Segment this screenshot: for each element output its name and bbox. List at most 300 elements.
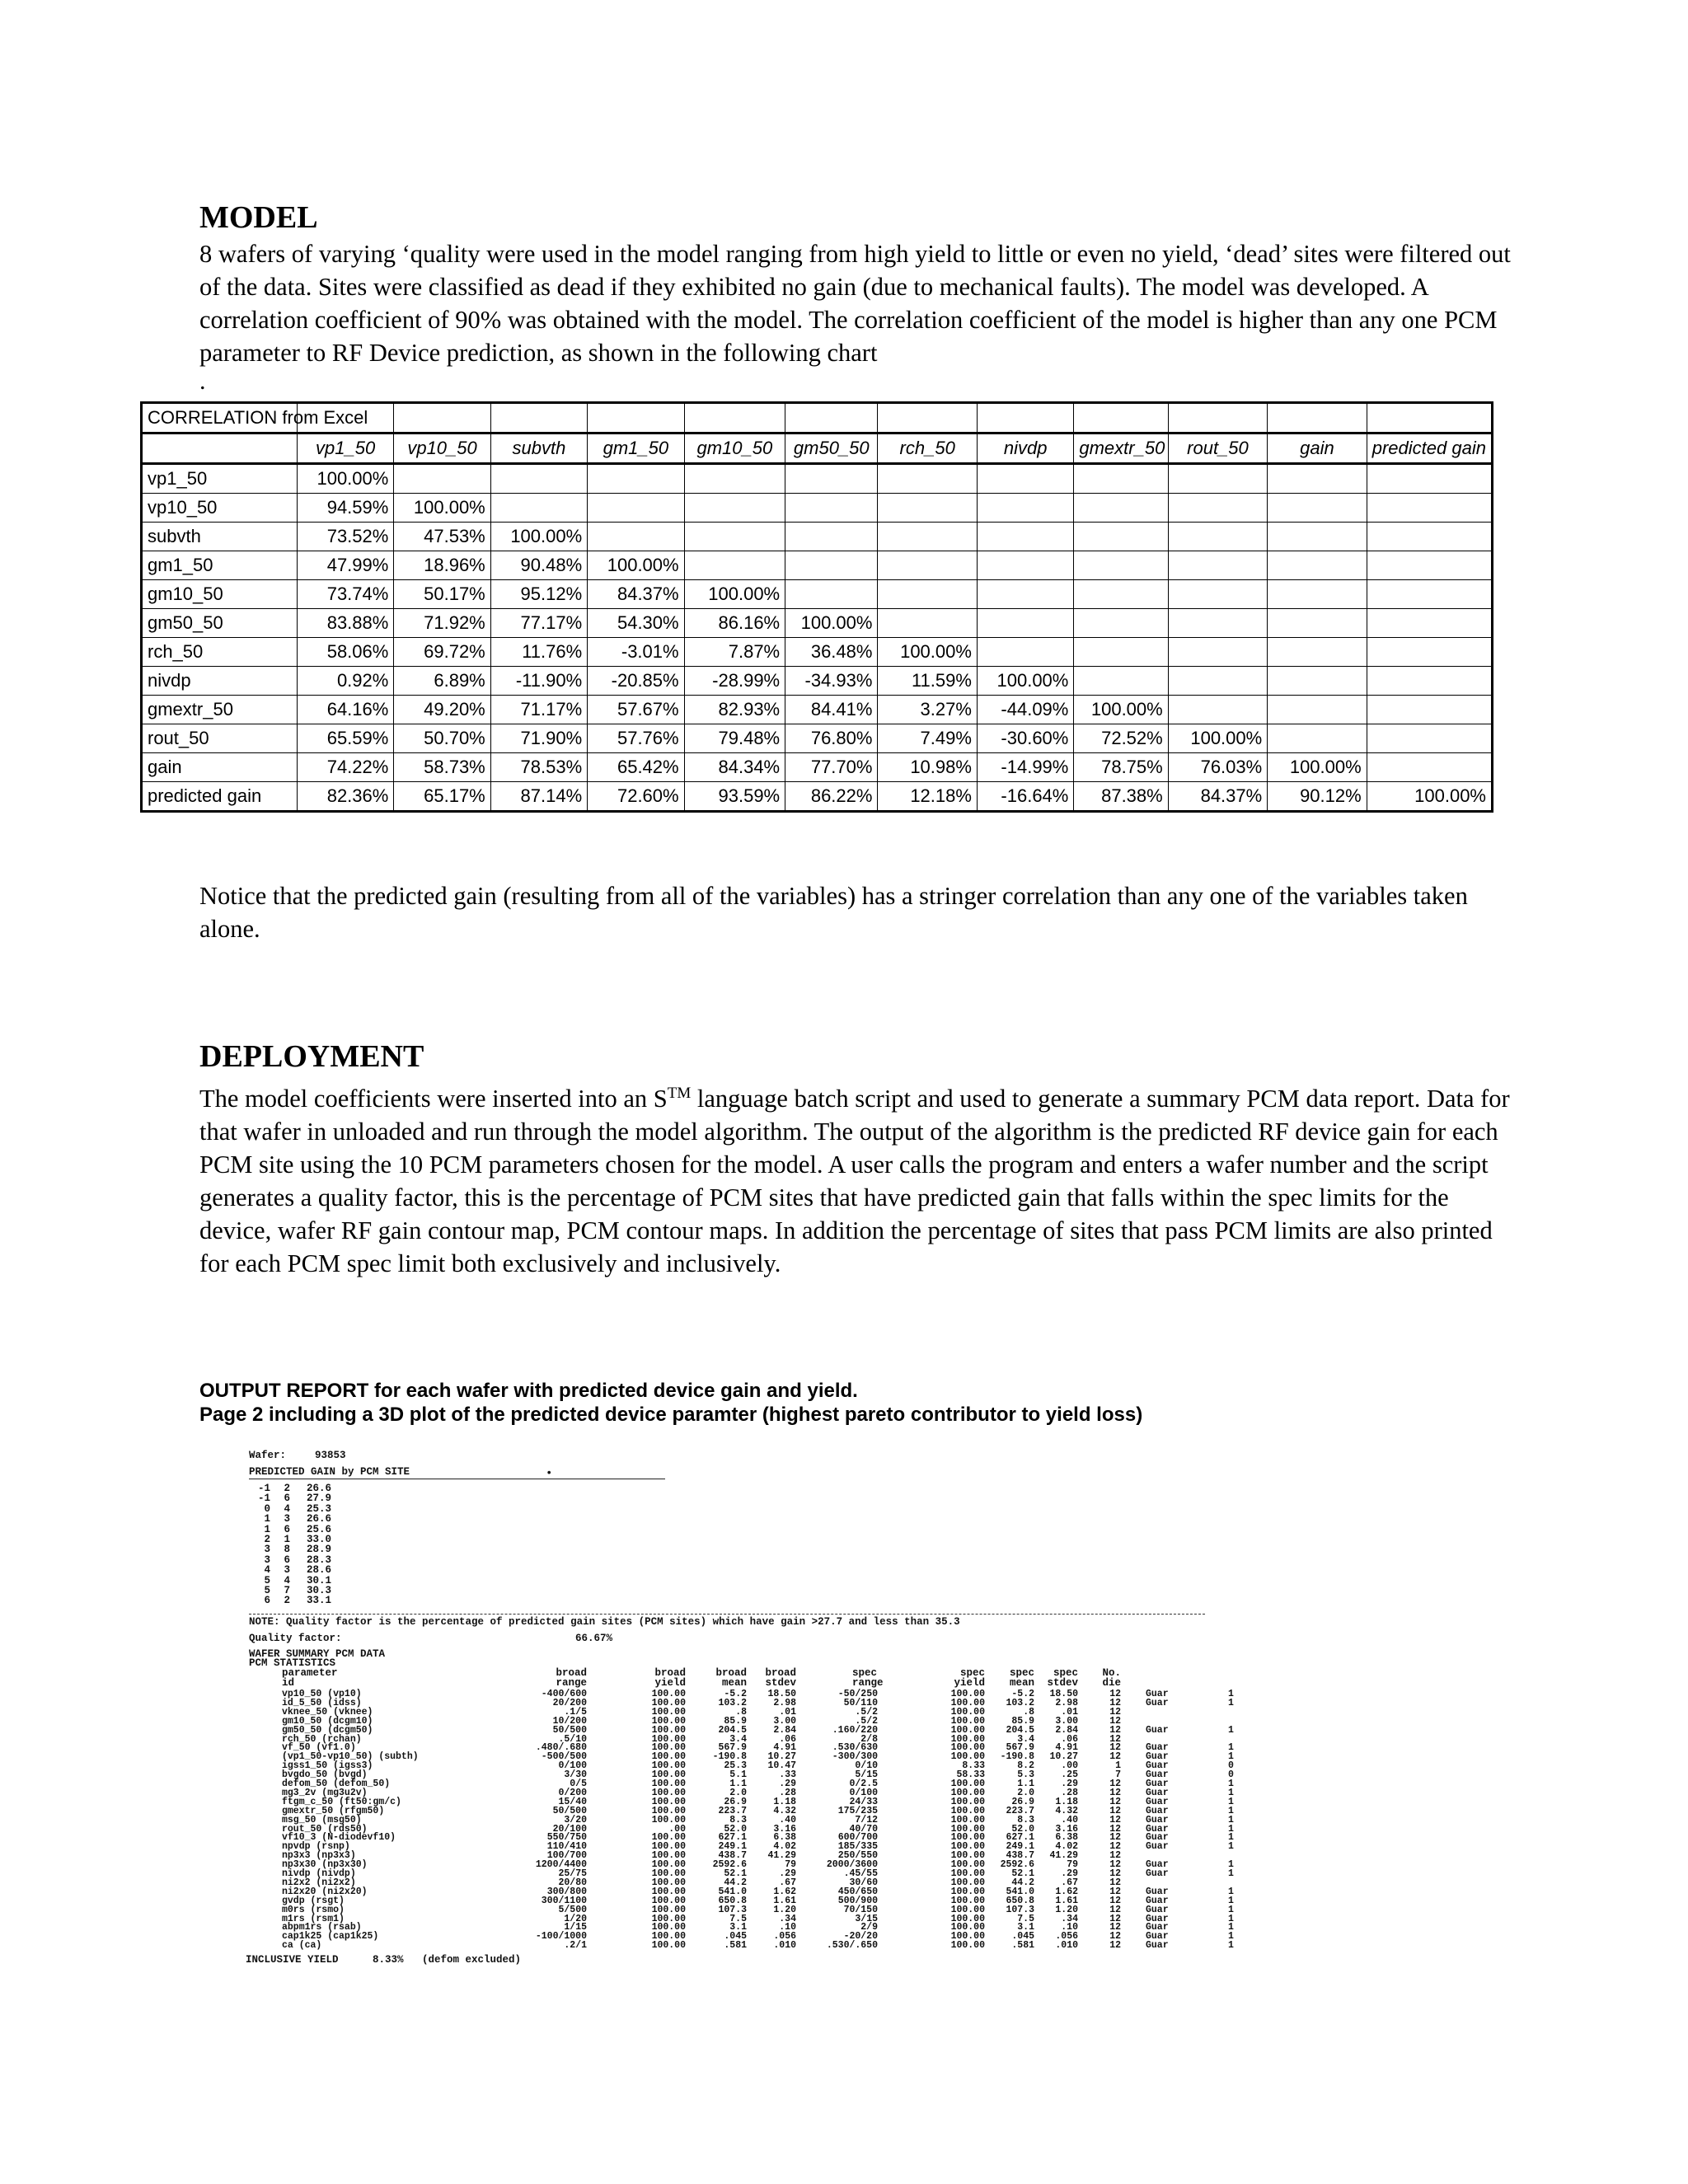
stat-srange: 7/12 (855, 1814, 878, 1825)
empty-cell (588, 403, 684, 434)
stat-srange: 30/60 (849, 1877, 878, 1888)
empty-cell (1074, 494, 1168, 523)
correlation-value: 83.88% (297, 609, 393, 638)
stat-flag: 1 (1228, 1814, 1234, 1825)
table-row (142, 609, 1493, 638)
stat-yield: 100.00 (651, 1715, 686, 1727)
stat-stdev: 10.47 (767, 1760, 796, 1772)
stat-guar: Guar (1146, 1787, 1169, 1798)
stat-smean: 44.2 (1011, 1877, 1034, 1888)
wafer-label: Wafer: (249, 1450, 287, 1461)
stat-no: 12 (1109, 1832, 1121, 1844)
stat-no: 12 (1109, 1895, 1121, 1906)
empty-cell (1268, 580, 1367, 609)
stat-sstdev: .29 (1061, 1868, 1078, 1879)
stat-range: 20/100 (552, 1823, 587, 1835)
stat-sstdev: 6.38 (1055, 1832, 1078, 1844)
correlation-value: -44.09% (977, 696, 1073, 724)
stat-yield: 100.00 (651, 1814, 686, 1825)
empty-cell (1268, 494, 1367, 523)
stat-srange: .5/2 (855, 1715, 878, 1727)
stat-srange: 450/650 (837, 1886, 878, 1897)
stat-sstdev: 1.61 (1055, 1895, 1078, 1906)
stat-mean: -5.2 (724, 1689, 747, 1699)
correlation-value: 64.16% (297, 696, 393, 724)
stat-syield: 100.00 (950, 1733, 985, 1745)
stat-yield: 100.00 (651, 1931, 686, 1943)
stat-flag: 1 (1228, 1796, 1234, 1807)
empty-cell (977, 403, 1073, 434)
table-row (142, 753, 1493, 782)
correlation-value: 84.37% (1168, 782, 1267, 812)
stat-smean: .8 (1023, 1706, 1034, 1718)
stat-mean: 438.7 (718, 1850, 747, 1862)
stat-stdev: 18.50 (767, 1689, 796, 1699)
stat-range: 100/700 (546, 1850, 587, 1862)
stat-sstdev: 79 (1067, 1859, 1078, 1871)
stat-range: 1200/4400 (535, 1859, 587, 1871)
column-header: gm10_50 (684, 434, 785, 464)
empty-cell (977, 609, 1073, 638)
stat-mean: 85.9 (724, 1715, 747, 1727)
stat-smean: -5.2 (1011, 1689, 1034, 1699)
stat-flag: 1 (1228, 1859, 1234, 1871)
stat-stdev: 3.16 (773, 1823, 796, 1835)
stat-syield: 100.00 (950, 1796, 985, 1807)
empty-cell (785, 580, 878, 609)
stat-range: 0/5 (570, 1779, 587, 1789)
stat-id: rout_50 (rds50) (282, 1823, 368, 1835)
quality-factor-value: 66.67% (575, 1633, 613, 1644)
site-x: 4 (264, 1564, 270, 1577)
stat-syield: 100.00 (950, 1715, 985, 1727)
stat-id: bvgdo_50 (bvgd) (282, 1769, 368, 1781)
site-y: 7 (284, 1585, 290, 1596)
column-header: nivdp (977, 434, 1073, 464)
correlation-value: 79.48% (684, 724, 785, 753)
empty-cell (1367, 494, 1492, 523)
empty-cell (1168, 494, 1267, 523)
stat-flag: 1 (1228, 1823, 1234, 1835)
empty-cell (684, 551, 785, 580)
stat-srange: 0/100 (849, 1787, 878, 1798)
site-y: 2 (284, 1483, 290, 1494)
stat-id: ca (ca) (282, 1940, 322, 1952)
stat-flag: 1 (1228, 1931, 1234, 1943)
stat-yield: 100.00 (651, 1940, 686, 1952)
stat-range: -400/600 (541, 1689, 587, 1699)
stat-range: 5/500 (558, 1904, 587, 1915)
correlation-value: 49.20% (394, 696, 490, 724)
stats-header-stdev2: stdev (765, 1677, 796, 1689)
stat-syield: 100.00 (950, 1859, 985, 1871)
stat-syield: 100.00 (950, 1814, 985, 1825)
row-label: predicted gain (142, 782, 298, 812)
stat-id: vknee_50 (vknee) (282, 1706, 373, 1718)
stat-stdev: 1.20 (773, 1904, 796, 1915)
stat-srange: 70/150 (843, 1904, 878, 1915)
correlation-value: 76.80% (785, 724, 878, 753)
empty-cell (1074, 403, 1168, 434)
stat-yield: 100.00 (651, 1895, 686, 1906)
empty-cell (1268, 696, 1367, 724)
empty-cell (588, 494, 684, 523)
empty-cell (394, 464, 490, 494)
site-y: 4 (284, 1502, 290, 1515)
empty-cell (977, 638, 1073, 667)
stats-header-stdev1: broad (765, 1667, 796, 1679)
stat-range: .1/5 (564, 1706, 587, 1718)
site-x: 5 (264, 1585, 270, 1596)
stat-no: 12 (1109, 1697, 1121, 1708)
stat-yield: 100.00 (651, 1706, 686, 1718)
stat-srange: -20/20 (843, 1931, 878, 1943)
column-header: rout_50 (1168, 434, 1267, 464)
correlation-value: 50.70% (394, 724, 490, 753)
stat-mean: 627.1 (718, 1832, 747, 1844)
empty-cell (1074, 523, 1168, 551)
stat-id: ftgm_c_50 (ft50:gm/c) (282, 1796, 401, 1807)
model-heading: MODEL (199, 200, 318, 235)
stat-stdev: 4.02 (773, 1841, 796, 1853)
empty-cell (977, 523, 1073, 551)
stat-smean: .581 (1011, 1940, 1034, 1952)
stat-yield: 100.00 (651, 1779, 686, 1789)
site-gain: 30.3 (307, 1585, 332, 1596)
correlation-value: 3.27% (878, 696, 977, 724)
stat-flag: 1 (1228, 1697, 1234, 1708)
stat-guar: Guar (1146, 1895, 1169, 1906)
stat-smean: 103.2 (1006, 1697, 1034, 1708)
stat-yield: 100.00 (651, 1913, 686, 1924)
stat-guar: Guar (1146, 1724, 1169, 1736)
correlation-value: 94.59% (297, 494, 393, 523)
stat-sstdev: 1.20 (1055, 1904, 1078, 1915)
site-gain: 26.6 (307, 1483, 332, 1494)
column-header: vp10_50 (394, 434, 490, 464)
correlation-value: 57.67% (588, 696, 684, 724)
correlation-value: 100.00% (297, 464, 393, 494)
stat-syield: 100.00 (950, 1832, 985, 1844)
stat-id: msg_50 (msg50) (282, 1814, 362, 1825)
empty-cell (1074, 667, 1168, 696)
correlation-value: 69.72% (394, 638, 490, 667)
empty-cell (1367, 638, 1492, 667)
stat-srange: 40/70 (849, 1823, 878, 1835)
empty-cell (1367, 464, 1492, 494)
stat-id: ni2x20 (ni2x20) (282, 1886, 368, 1897)
site-x: -1 (257, 1493, 270, 1505)
empty-cell (1074, 580, 1168, 609)
stat-yield: .00 (668, 1823, 686, 1835)
correlation-value: 82.36% (297, 782, 393, 812)
empty-cell (1268, 464, 1367, 494)
stat-smean: 107.3 (1006, 1904, 1034, 1915)
wafer-number: 93853 (315, 1450, 346, 1461)
stat-mean: 541.0 (718, 1886, 747, 1897)
stat-stdev: .056 (773, 1931, 796, 1943)
stat-stdev: 6.38 (773, 1832, 796, 1844)
table-row (142, 782, 1493, 812)
stat-flag: 1 (1228, 1742, 1234, 1754)
stat-stdev: 1.18 (773, 1796, 796, 1807)
stat-syield: 100.00 (950, 1850, 985, 1862)
stat-stdev: .28 (779, 1787, 796, 1798)
stat-syield: 100.00 (950, 1895, 985, 1906)
stat-sstdev: .34 (1061, 1913, 1078, 1924)
stat-range: 0/200 (558, 1787, 587, 1798)
stat-range: 50/500 (552, 1805, 587, 1816)
empty-cell (1074, 638, 1168, 667)
correlation-value: 86.16% (684, 609, 785, 638)
stat-mean: 567.9 (718, 1742, 747, 1754)
empty-cell (1367, 696, 1492, 724)
stat-mean: 3.4 (729, 1733, 747, 1745)
stat-range: 20/200 (552, 1697, 587, 1708)
stat-srange: 0/2.5 (849, 1779, 878, 1789)
stat-range: .480/.680 (535, 1742, 587, 1754)
stat-id: defom_50 (defom_50) (282, 1779, 391, 1789)
stat-stdev: 41.29 (767, 1850, 796, 1862)
stat-guar: Guar (1146, 1913, 1169, 1924)
stat-no: 12 (1109, 1913, 1121, 1924)
stat-yield: 100.00 (651, 1868, 686, 1879)
empty-cell (1168, 638, 1267, 667)
correlation-value: 100.00% (1367, 782, 1492, 812)
stat-syield: 100.00 (950, 1724, 985, 1736)
stat-sstdev: .10 (1061, 1922, 1078, 1933)
stat-flag: 0 (1228, 1769, 1234, 1781)
empty-cell (1367, 523, 1492, 551)
stat-mean: -190.8 (712, 1751, 747, 1763)
stat-id: gmextr_50 (rfgm50) (282, 1805, 385, 1816)
stat-id: rch_50 (rchan) (282, 1733, 362, 1745)
stat-smean: 650.8 (1006, 1895, 1034, 1906)
site-y: 1 (284, 1534, 290, 1545)
correlation-value: 84.41% (785, 696, 878, 724)
empty-cell (785, 464, 878, 494)
stat-no: 12 (1109, 1796, 1121, 1807)
stat-stdev: .01 (779, 1706, 796, 1718)
stat-mean: 25.3 (724, 1760, 747, 1772)
stat-guar: Guar (1146, 1814, 1169, 1825)
stat-mean: 8.3 (729, 1814, 747, 1825)
site-x: 3 (264, 1554, 270, 1566)
stat-syield: 100.00 (950, 1940, 985, 1952)
stat-sstdev: 3.00 (1055, 1715, 1078, 1727)
correlation-value: 50.17% (394, 580, 490, 609)
stat-syield: 100.00 (950, 1931, 985, 1943)
stat-id: vf10_3 (N-diodevf10) (282, 1832, 396, 1844)
stat-syield: 58.33 (956, 1769, 985, 1781)
correlation-value: 58.06% (297, 638, 393, 667)
stat-flag: 1 (1228, 1940, 1234, 1952)
correlation-value: -20.85% (588, 667, 684, 696)
stat-id: m0rs (rsmo) (282, 1904, 345, 1915)
stat-no: 1 (1115, 1760, 1121, 1772)
quality-factor-label: Quality factor: (249, 1633, 342, 1644)
stat-mean: 204.5 (718, 1724, 747, 1736)
stat-id: nivdp (nivdp) (282, 1868, 356, 1879)
stat-sstdev: 18.50 (1049, 1689, 1078, 1699)
stat-range: 25/75 (558, 1868, 587, 1879)
correlation-value: 100.00% (394, 494, 490, 523)
correlation-value: 71.17% (490, 696, 587, 724)
row-label: gain (142, 753, 298, 782)
stat-smean: 7.5 (1017, 1913, 1034, 1924)
stat-flag: 1 (1228, 1751, 1234, 1763)
column-header: gm1_50 (588, 434, 684, 464)
site-x: 0 (264, 1502, 270, 1515)
stats-header-yield2: yield (654, 1677, 686, 1689)
empty-cell (1168, 580, 1267, 609)
stats-header-param1: parameter (282, 1667, 338, 1679)
stat-stdev: .10 (779, 1922, 796, 1933)
site-y: 3 (284, 1513, 290, 1526)
stat-yield: 100.00 (651, 1832, 686, 1844)
stat-smean: 627.1 (1006, 1832, 1034, 1844)
empty-cell (785, 551, 878, 580)
table-row (142, 523, 1493, 551)
stat-range: 10/200 (552, 1715, 587, 1727)
stat-no: 12 (1109, 1787, 1121, 1798)
stats-header-smean2: mean (1009, 1677, 1034, 1689)
stat-mean: 26.9 (724, 1796, 747, 1807)
stat-mean: 3.1 (729, 1922, 747, 1933)
correlation-value: 73.74% (297, 580, 393, 609)
stat-sstdev: .67 (1061, 1877, 1078, 1888)
stat-yield: 100.00 (651, 1850, 686, 1862)
stat-stdev: 3.00 (773, 1715, 796, 1727)
stat-srange: 175/235 (837, 1805, 878, 1816)
correlation-value: -11.90% (490, 667, 587, 696)
column-header: vp1_50 (297, 434, 393, 464)
site-gain: 33.1 (307, 1595, 332, 1607)
correlation-value: 100.00% (1168, 724, 1267, 753)
stat-syield: 8.33 (962, 1760, 985, 1772)
site-x: 3 (264, 1544, 270, 1556)
stat-no: 12 (1109, 1715, 1121, 1727)
stat-mean: 103.2 (718, 1697, 747, 1708)
stat-mean: .8 (735, 1706, 747, 1718)
stat-smean: 52.1 (1011, 1868, 1034, 1879)
stat-syield: 100.00 (950, 1886, 985, 1897)
empty-cell (1074, 551, 1168, 580)
stat-srange: 0/10 (855, 1760, 878, 1772)
stat-guar: Guar (1146, 1689, 1169, 1699)
stat-srange: 5/15 (855, 1769, 878, 1781)
stat-no: 12 (1109, 1751, 1121, 1763)
stat-sstdev: .40 (1061, 1814, 1078, 1825)
site-x: 5 (264, 1574, 270, 1586)
stats-header-syield1: spec (959, 1667, 985, 1679)
stat-guar: Guar (1146, 1922, 1169, 1933)
stat-syield: 100.00 (950, 1779, 985, 1789)
stat-yield: 100.00 (651, 1724, 686, 1736)
stat-range: 300/800 (546, 1886, 587, 1897)
row-label: subvth (142, 523, 298, 551)
site-y: 6 (284, 1493, 290, 1505)
stat-range: 550/750 (546, 1832, 587, 1844)
empty-cell (878, 464, 977, 494)
stat-stdev: .29 (779, 1868, 796, 1879)
stat-syield: 100.00 (950, 1805, 985, 1816)
correlation-value: 71.90% (490, 724, 587, 753)
empty-cell (1367, 753, 1492, 782)
stat-flag: 0 (1228, 1760, 1234, 1772)
column-header: gm50_50 (785, 434, 878, 464)
empty-cell (1268, 667, 1367, 696)
site-y: 4 (284, 1574, 290, 1586)
stat-range: 3/20 (564, 1814, 587, 1825)
empty-cell (684, 464, 785, 494)
table-row (142, 580, 1493, 609)
correlation-value: 86.22% (785, 782, 878, 812)
stat-no: 12 (1109, 1877, 1121, 1888)
stat-smean: 2592.6 (1000, 1859, 1034, 1871)
stats-header-param2: id (282, 1677, 295, 1689)
stat-flag: 1 (1228, 1895, 1234, 1906)
stat-smean: 438.7 (1006, 1850, 1034, 1862)
stat-no: 12 (1109, 1868, 1121, 1879)
stats-header-mean1: broad (715, 1667, 747, 1679)
correlation-value: 90.48% (490, 551, 587, 580)
stat-smean: 223.7 (1006, 1805, 1034, 1816)
stat-syield: 100.00 (950, 1823, 985, 1835)
stat-srange: 3/15 (855, 1913, 878, 1924)
stat-smean: 1.1 (1017, 1779, 1034, 1789)
stat-smean: 8.2 (1017, 1760, 1034, 1772)
correlation-value: 65.42% (588, 753, 684, 782)
correlation-value: 100.00% (1268, 753, 1367, 782)
empty-cell (878, 494, 977, 523)
row-label: rout_50 (142, 724, 298, 753)
stats-header-range2: range (556, 1677, 587, 1689)
stat-no: 12 (1109, 1859, 1121, 1871)
stat-range: 15/40 (558, 1796, 587, 1807)
stat-guar: Guar (1146, 1751, 1169, 1763)
stat-srange: 2/9 (860, 1922, 878, 1933)
stat-sstdev: 1.62 (1055, 1886, 1078, 1897)
stat-srange: 250/550 (837, 1850, 878, 1862)
site-y: 6 (284, 1523, 290, 1535)
correlation-value: 72.52% (1074, 724, 1168, 753)
correlation-value: 18.96% (394, 551, 490, 580)
empty-cell (1074, 609, 1168, 638)
empty-cell (1367, 580, 1492, 609)
stat-range: 110/410 (546, 1841, 587, 1853)
stat-sstdev: 4.32 (1055, 1805, 1078, 1816)
stat-id: mg3_2v (mg3u2v) (282, 1787, 368, 1798)
stat-flag: 1 (1228, 1779, 1234, 1789)
pcm-statistics-title: PCM STATISTICS (249, 1657, 336, 1669)
stat-guar: Guar (1146, 1841, 1169, 1853)
stat-flag: 1 (1228, 1868, 1234, 1879)
stat-sstdev: 1.18 (1055, 1796, 1078, 1807)
empty-cell (1168, 609, 1267, 638)
correlation-value: 76.03% (1168, 753, 1267, 782)
empty-cell (490, 494, 587, 523)
stat-syield: 100.00 (950, 1922, 985, 1933)
trademark-superscript: TM (667, 1085, 692, 1102)
site-gain: 26.6 (307, 1513, 332, 1526)
empty-cell (684, 403, 785, 434)
stat-stdev: 1.61 (773, 1895, 796, 1906)
stat-guar: Guar (1146, 1931, 1169, 1943)
correlation-value: 100.00% (684, 580, 785, 609)
stat-yield: 100.00 (651, 1689, 686, 1699)
empty-cell (878, 403, 977, 434)
